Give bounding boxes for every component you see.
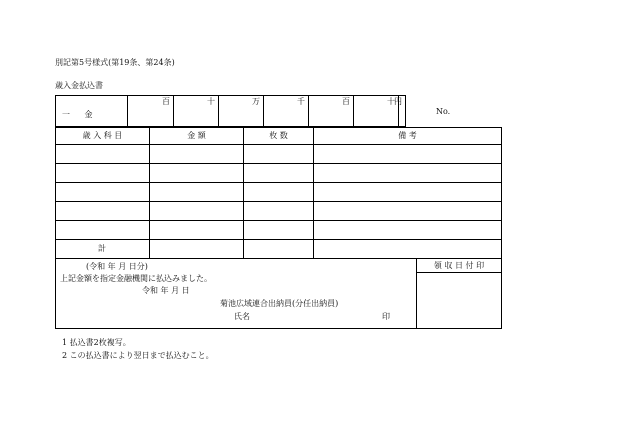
period-date: (令和 年 月 日分) [86,262,148,271]
cell-remarks[interactable] [314,221,502,240]
total-remarks[interactable] [314,240,502,259]
cell-revenue-item[interactable] [56,221,150,240]
name-label: 氏名 [234,312,250,321]
payer-title: 菊池広域連合出納員(分任出納員) [220,299,339,308]
table-row [56,183,502,202]
amount-table [55,95,406,127]
payment-statement: 上記金額を指定金融機関に払込みました。 [60,274,212,283]
digit-cell-ten-million[interactable] [174,96,219,127]
cell-amount[interactable] [150,202,244,221]
table-header-row [56,128,502,145]
digit-cell-thousand[interactable] [264,96,309,127]
cell-revenue-item[interactable] [56,183,150,202]
table-row [56,221,502,240]
cell-count[interactable] [244,164,314,183]
digit-cell-ten-thousand[interactable] [219,96,264,127]
form-number: 別記第5号様式(第19条、第24条) [55,58,175,67]
digit-cell-hundred-million[interactable] [128,96,174,127]
digit-label: 万 [252,97,260,106]
digit-label: 百 [342,97,350,106]
digit-cell-ten[interactable] [354,96,399,127]
table-row [56,202,502,221]
digit-label: 十 [387,97,395,106]
table-row [56,145,502,164]
amount-label-cell [56,96,128,127]
payment-statement-cell [56,259,417,329]
digit-label: 千 [297,97,305,106]
total-label: 計 [98,244,106,253]
payment-section [56,259,502,329]
seal-mark: 印 [382,312,390,321]
amount-label: 一 金 [62,109,99,119]
cell-remarks[interactable] [314,183,502,202]
digit-label: 十 [207,97,215,106]
cell-amount[interactable] [150,221,244,240]
cell-revenue-item[interactable] [56,164,150,183]
digit-cell-yen[interactable] [394,96,406,127]
cell-revenue-item[interactable] [56,202,150,221]
total-count[interactable] [244,240,314,259]
header-remarks: 備 考 [314,128,502,145]
cell-remarks[interactable] [314,145,502,164]
total-label-cell [56,240,150,259]
payment-date: 令和 年 月 日 [142,286,190,295]
total-row [56,240,502,259]
note-1: 1 払込書2枚複写。 [62,338,131,347]
digit-cell-hundred[interactable] [309,96,354,127]
header-count: 枚 数 [244,128,314,145]
cell-count[interactable] [244,145,314,164]
cell-amount[interactable] [150,183,244,202]
cell-count[interactable] [244,183,314,202]
digit-label: 百 [162,97,170,106]
total-amount[interactable] [150,240,244,259]
cell-remarks[interactable] [314,202,502,221]
cell-count[interactable] [244,221,314,240]
header-amount: 金 額 [150,128,244,145]
receipt-stamp-cell[interactable] [417,259,502,329]
revenue-table [55,127,502,329]
document-title: 歳入金払込書 [55,81,103,90]
digit-label: 円 [394,97,402,106]
receipt-stamp-header: 領 収 日 付 印 [417,259,501,273]
header-revenue-item: 歳 入 科 目 [56,128,150,145]
cell-count[interactable] [244,202,314,221]
cell-remarks[interactable] [314,164,502,183]
cell-amount[interactable] [150,164,244,183]
number-label: No. [436,107,451,116]
cell-revenue-item[interactable] [56,145,150,164]
note-2: 2 この払込書により翌日まで払込むこと。 [62,351,214,360]
cell-amount[interactable] [150,145,244,164]
table-row [56,164,502,183]
